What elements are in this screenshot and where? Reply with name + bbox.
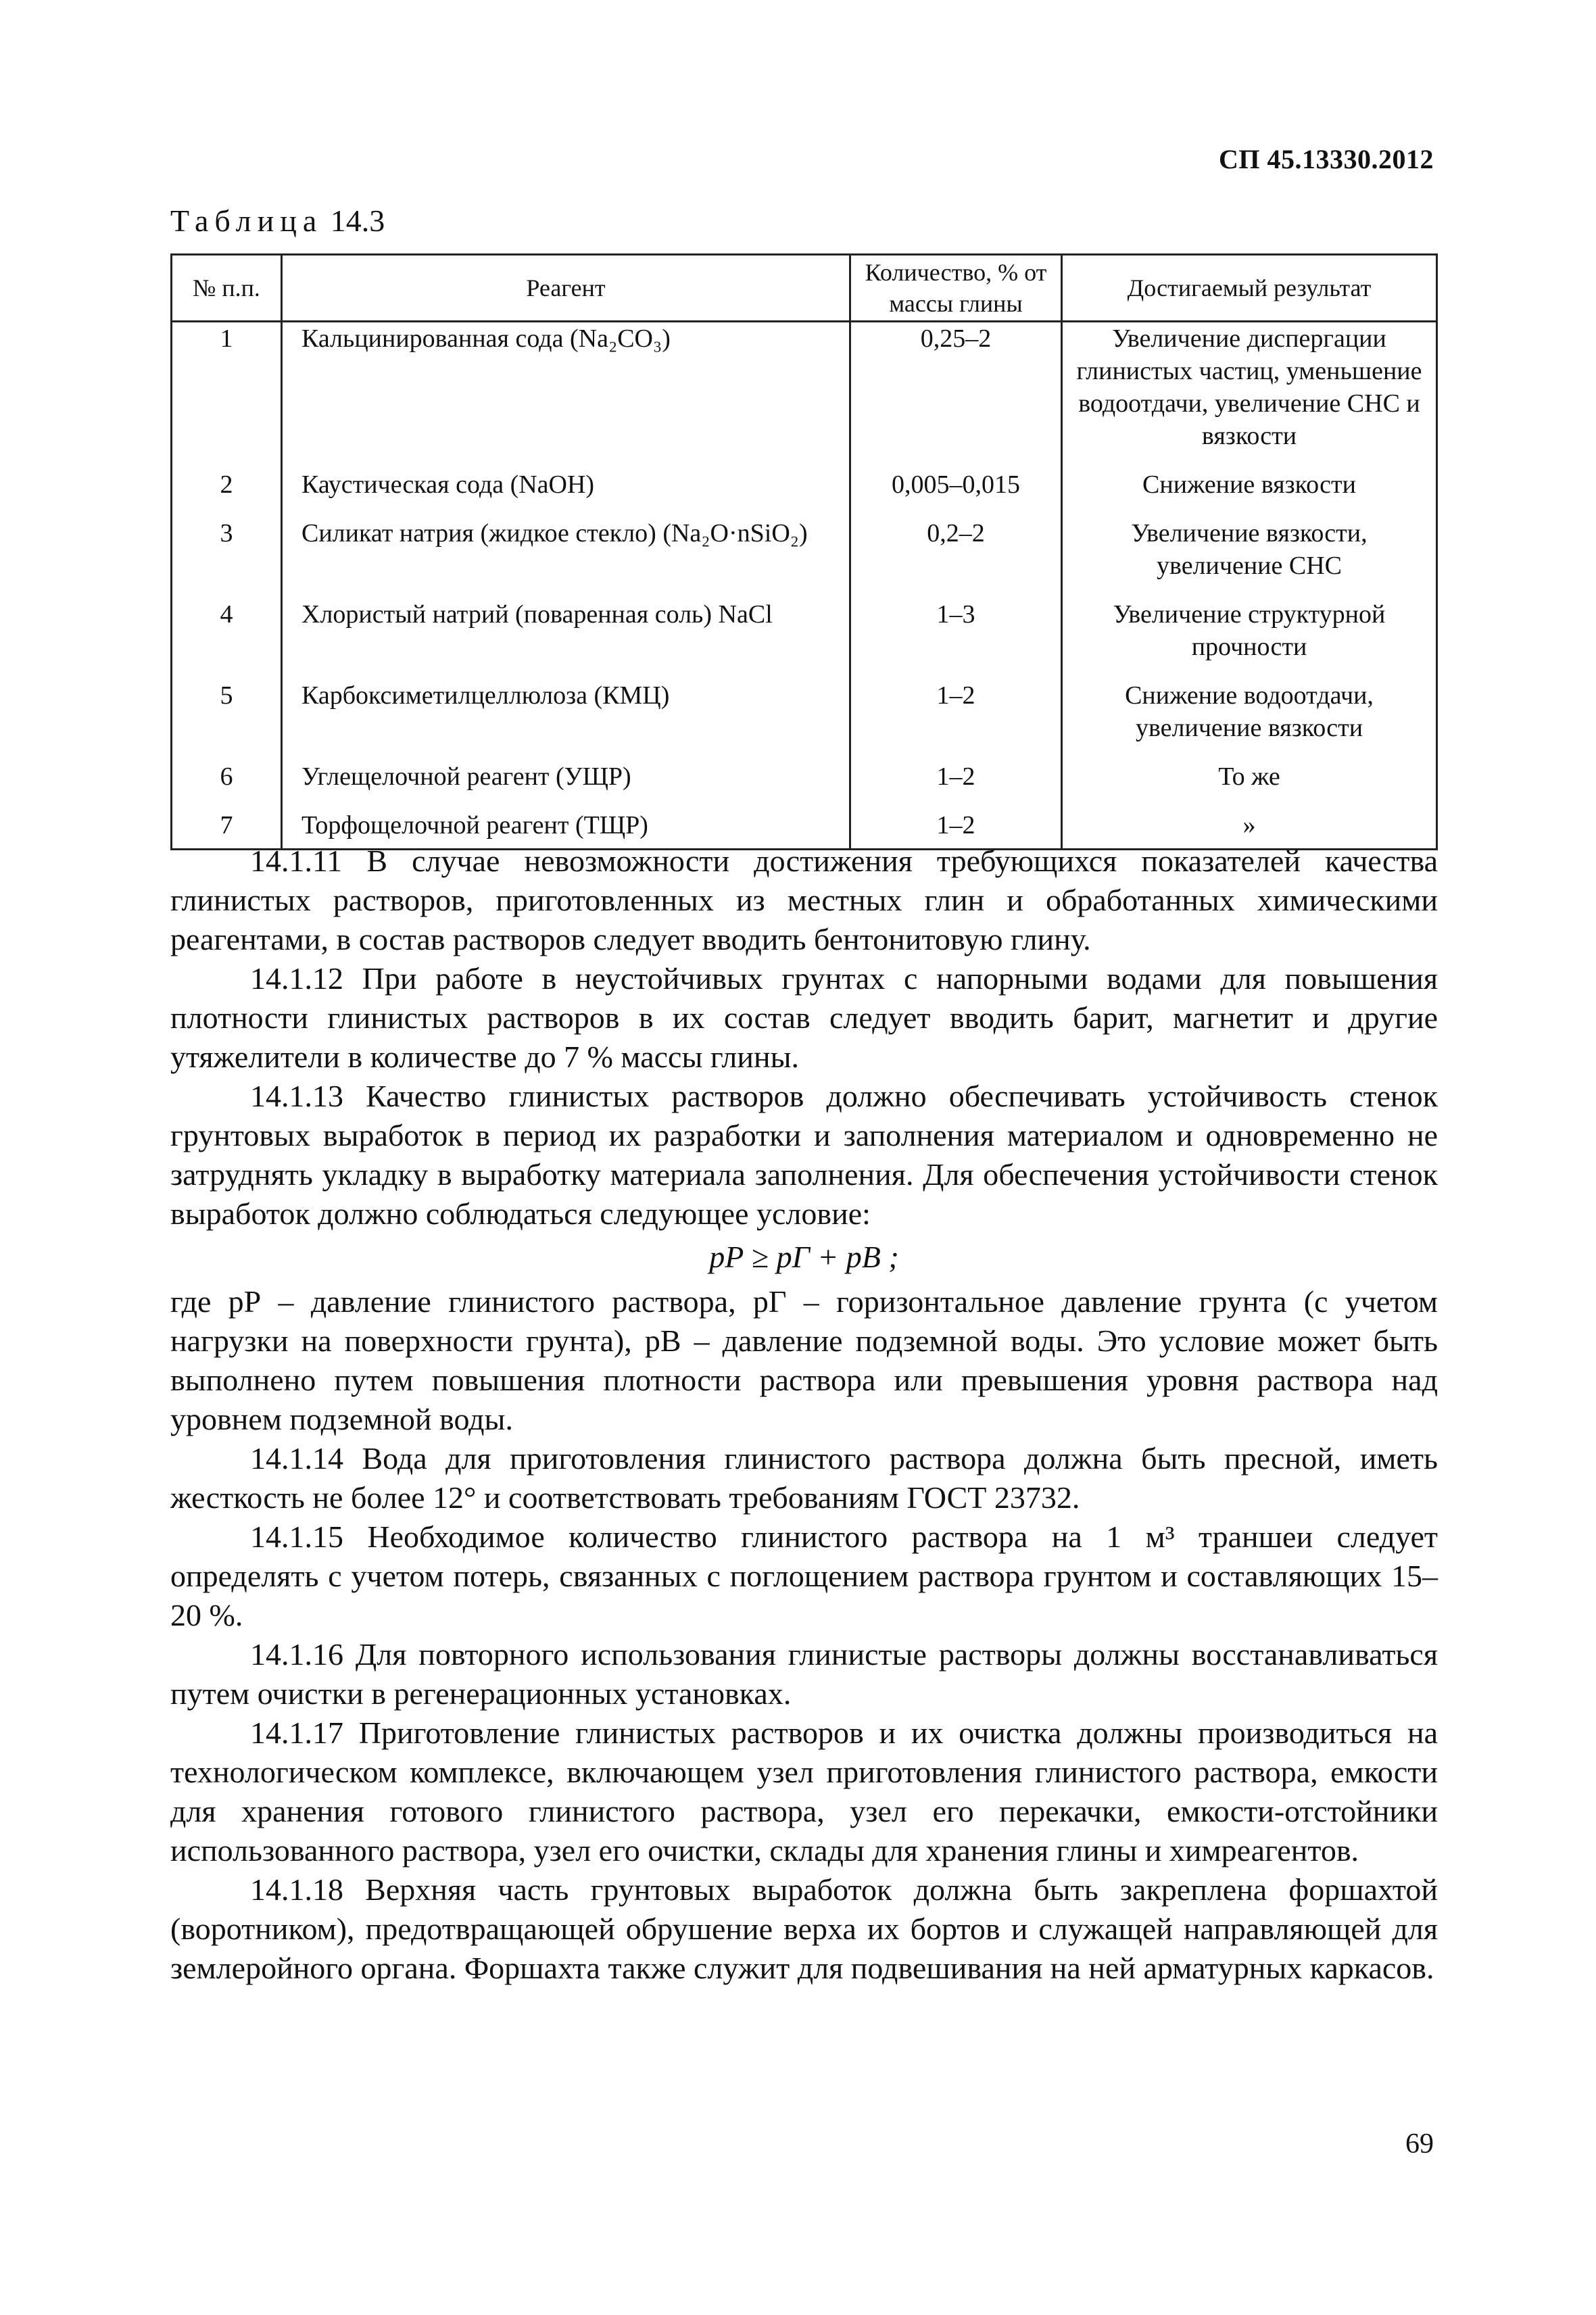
reagents-table: [170, 253, 1438, 850]
table-row: [172, 751, 1437, 800]
row-amount: 0,25–2: [850, 322, 1062, 460]
paragraph-14-1-16: 14.1.16 Для повторного использования глинистые растворы должны восстанавливаться путем очистки в регенерационных установках.: [170, 1637, 1438, 1711]
header-num: № п.п.: [172, 255, 282, 322]
paragraph-14-1-12: 14.1.12 При работе в неустойчивых грунтах с напорными водами для повышения плотности глинистых растворов в их состав следует вводить барит, магнетит и другие утяжелители в количестве до 7 % массы глины.: [170, 961, 1438, 1074]
row-result: Увеличение структурной прочности: [1062, 589, 1437, 670]
row-amount: 0,005–0,015: [850, 459, 1062, 508]
table-caption-word: Таблица: [170, 203, 323, 238]
document-code: СП 45.13330.2012: [1219, 144, 1434, 174]
row-amount: 1–3: [850, 589, 1062, 670]
paragraph-14-1-14: 14.1.14 Вода для приготовления глинистого раствора должна быть пресной, иметь жесткость не более 12° и соответствовать требованиям ГОСТ 23732.: [170, 1441, 1438, 1515]
page-number: 69: [1405, 2128, 1434, 2160]
row-num: 6: [172, 751, 282, 800]
table-row: [172, 322, 1437, 460]
row-amount: 1–2: [850, 670, 1062, 751]
formula-explanation: где pР – давление глинистого раствора, pГ – горизонтальное давление грунта (с учетом нагрузки на поверхности грунта), pВ – давление подземной воды. Это условие может быть выполнено путем повышения плотности раствора или превышения уровня раствора над уровнем подземной воды.: [170, 1284, 1438, 1436]
table-row: [172, 508, 1437, 589]
table-caption: [170, 203, 385, 239]
row-reagent: Силикат натрия (жидкое стекло) (Na₂O·nSiO₂): [282, 508, 850, 589]
paragraph-14-1-11: 14.1.11 В случае невозможности достижения требующихся показателей качества глинистых растворов, приготовленных из местных глин и обработанных химическими реагентами, в состав растворов следует вводить бентонитовую глину.: [170, 844, 1438, 956]
row-num: 5: [172, 670, 282, 751]
row-num: 3: [172, 508, 282, 589]
row-amount: 0,2–2: [850, 508, 1062, 589]
paragraph-14-1-13: 14.1.13 Качество глинистых растворов должно обеспечивать устойчивость стенок грунтовых выработок в период их разработки и заполнения материалом и одновременно не затруднять укладку в выработку материала заполнения. Для обеспечения устойчивости стенок выработок должно соблюдаться следующее условие:: [170, 1079, 1438, 1231]
table-caption-number: 14.3: [330, 203, 385, 238]
row-reagent: Кальцинированная сода (Na₂CO₃): [282, 322, 850, 460]
paragraph-14-1-15: 14.1.15 Необходимое количество глинистого раствора на 1 м³ траншеи следует определять с учетом потерь, связанных с поглощением раствора грунтом и составляющих 15–20 %.: [170, 1519, 1438, 1632]
row-amount: 1–2: [850, 800, 1062, 850]
header-reagent: Реагент: [282, 255, 850, 322]
row-reagent: Каустическая сода (NaOH): [282, 459, 850, 508]
body-text: [170, 842, 1438, 1988]
row-result: То же: [1062, 751, 1437, 800]
row-result: Увеличение диспергации глинистых частиц, уменьшение водоотдачи, увеличение СНС и вязкости: [1062, 322, 1437, 460]
pressure-formula: pР ≥ pГ + pВ ;: [709, 1240, 899, 1274]
paragraph-14-1-17: 14.1.17 Приготовление глинистых растворов и их очистка должны производиться на технологическом комплексе, включающем узел приготовления глинистого раствора, емкости для хранения готового глинистого раствора, узел его перекачки, емкости-отстойники использованного раствора, узел его очистки, склады для хранения глины и химреагентов.: [170, 1715, 1438, 1868]
row-reagent: Карбоксиметилцеллюлоза (КМЦ): [282, 670, 850, 751]
table-header-row: [172, 255, 1437, 322]
row-reagent: Углещелочной реагент (УЩР): [282, 751, 850, 800]
table-row: [172, 670, 1437, 751]
table-row: [172, 459, 1437, 508]
row-result: Снижение вязкости: [1062, 459, 1437, 508]
table-row: [172, 589, 1437, 670]
row-num: 1: [172, 322, 282, 460]
header-amount: Количество, % от массы глины: [850, 255, 1062, 322]
row-reagent: Хлористый натрий (поваренная соль) NaCl: [282, 589, 850, 670]
paragraph-14-1-18: 14.1.18 Верхняя часть грунтовых выработок должна быть закреплена форшахтой (воротником), предотвращающей обрушение верха их бортов и служащей направляющей для землеройного органа. Форшахта также служит для подвешивания на ней арматурных каркасов.: [170, 1872, 1438, 1985]
row-num: 7: [172, 800, 282, 850]
row-num: 4: [172, 589, 282, 670]
header-result: Достигаемый результат: [1062, 255, 1437, 322]
row-result: Снижение водоотдачи, увеличение вязкости: [1062, 670, 1437, 751]
row-result: Увеличение вязкости, увеличение СНС: [1062, 508, 1437, 589]
row-result: »: [1062, 800, 1437, 850]
row-amount: 1–2: [850, 751, 1062, 800]
row-num: 2: [172, 459, 282, 508]
row-reagent: Торфощелочной реагент (ТЩР): [282, 800, 850, 850]
